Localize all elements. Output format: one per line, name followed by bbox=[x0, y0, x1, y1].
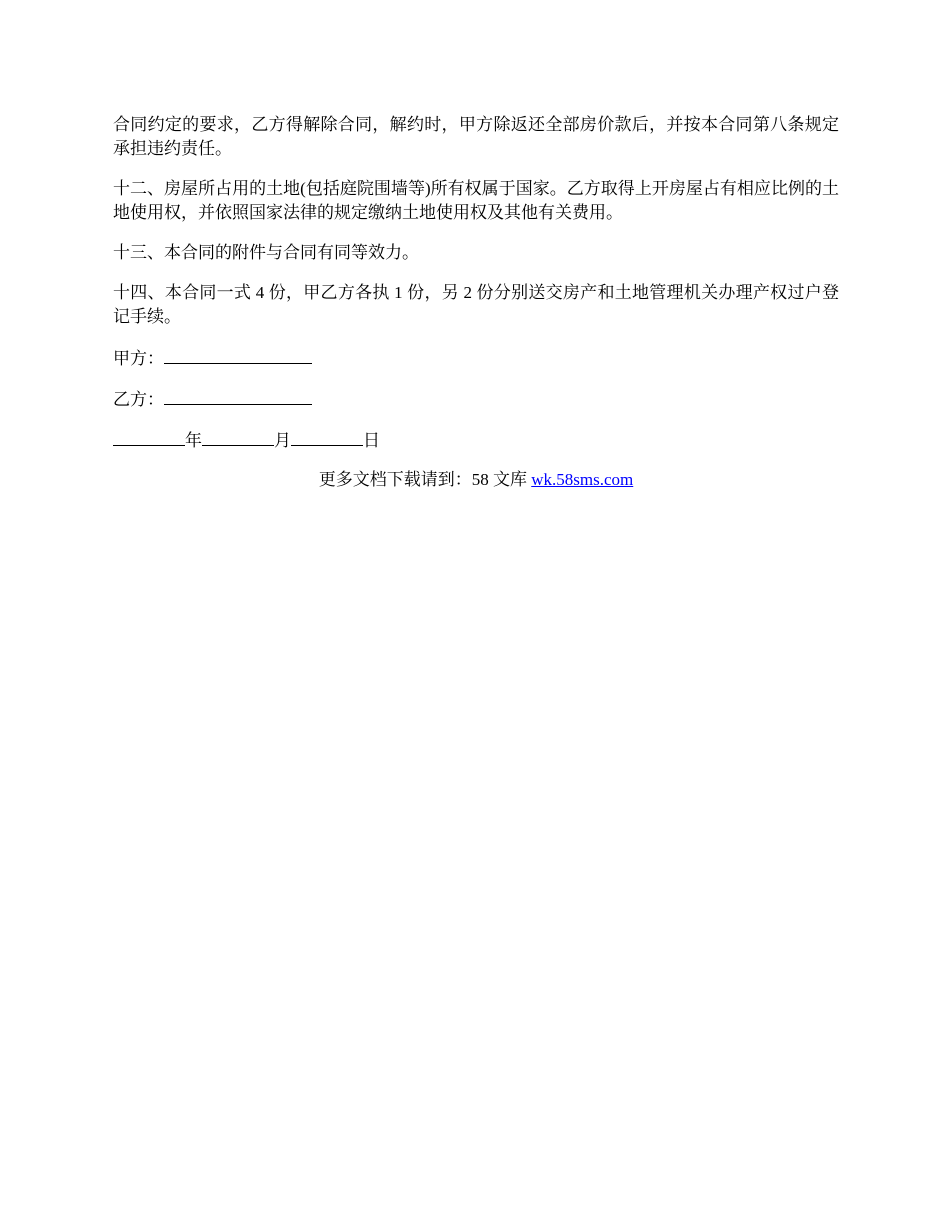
contract-clause-14: 十四、本合同一式 4 份，甲乙方各执 1 份，另 2 份分别送交房产和土地管理机关办理产权过户登记手续。 bbox=[113, 283, 839, 326]
contract-clause-12: 十二、房屋所占用的土地(包括庭院围墙等)所有权属于国家。乙方取得上开房屋占有相应比例的土地使用权，并依照国家法律的规定缴纳土地使用权及其他有关费用。 bbox=[113, 179, 839, 222]
contract-clause-13: 十三、本合同的附件与合同有同等效力。 bbox=[113, 243, 419, 262]
year-label: 年 bbox=[185, 431, 202, 450]
year-blank bbox=[113, 427, 185, 446]
party-a-label: 甲方： bbox=[113, 349, 164, 368]
date-line bbox=[113, 427, 839, 451]
party-b-signature-blank bbox=[164, 386, 312, 405]
day-blank bbox=[291, 427, 363, 446]
footer-text: 更多文档下载请到：58 文库 bbox=[318, 470, 532, 489]
party-b-signature-line bbox=[113, 386, 839, 410]
contract-paragraph-continuation: 合同约定的要求，乙方得解除合同，解约时，甲方除返还全部房价款后，并按本合同第八条规定承担违约责任。 bbox=[113, 115, 839, 158]
party-a-signature-line bbox=[113, 345, 839, 369]
month-label: 月 bbox=[274, 431, 291, 450]
footer-link[interactable]: wk.58sms.com bbox=[531, 470, 634, 489]
day-label: 日 bbox=[363, 431, 380, 450]
document-page bbox=[113, 113, 839, 492]
party-a-signature-blank bbox=[164, 345, 312, 364]
download-footer bbox=[113, 468, 839, 492]
month-blank bbox=[202, 427, 274, 446]
party-b-label: 乙方： bbox=[113, 390, 164, 409]
